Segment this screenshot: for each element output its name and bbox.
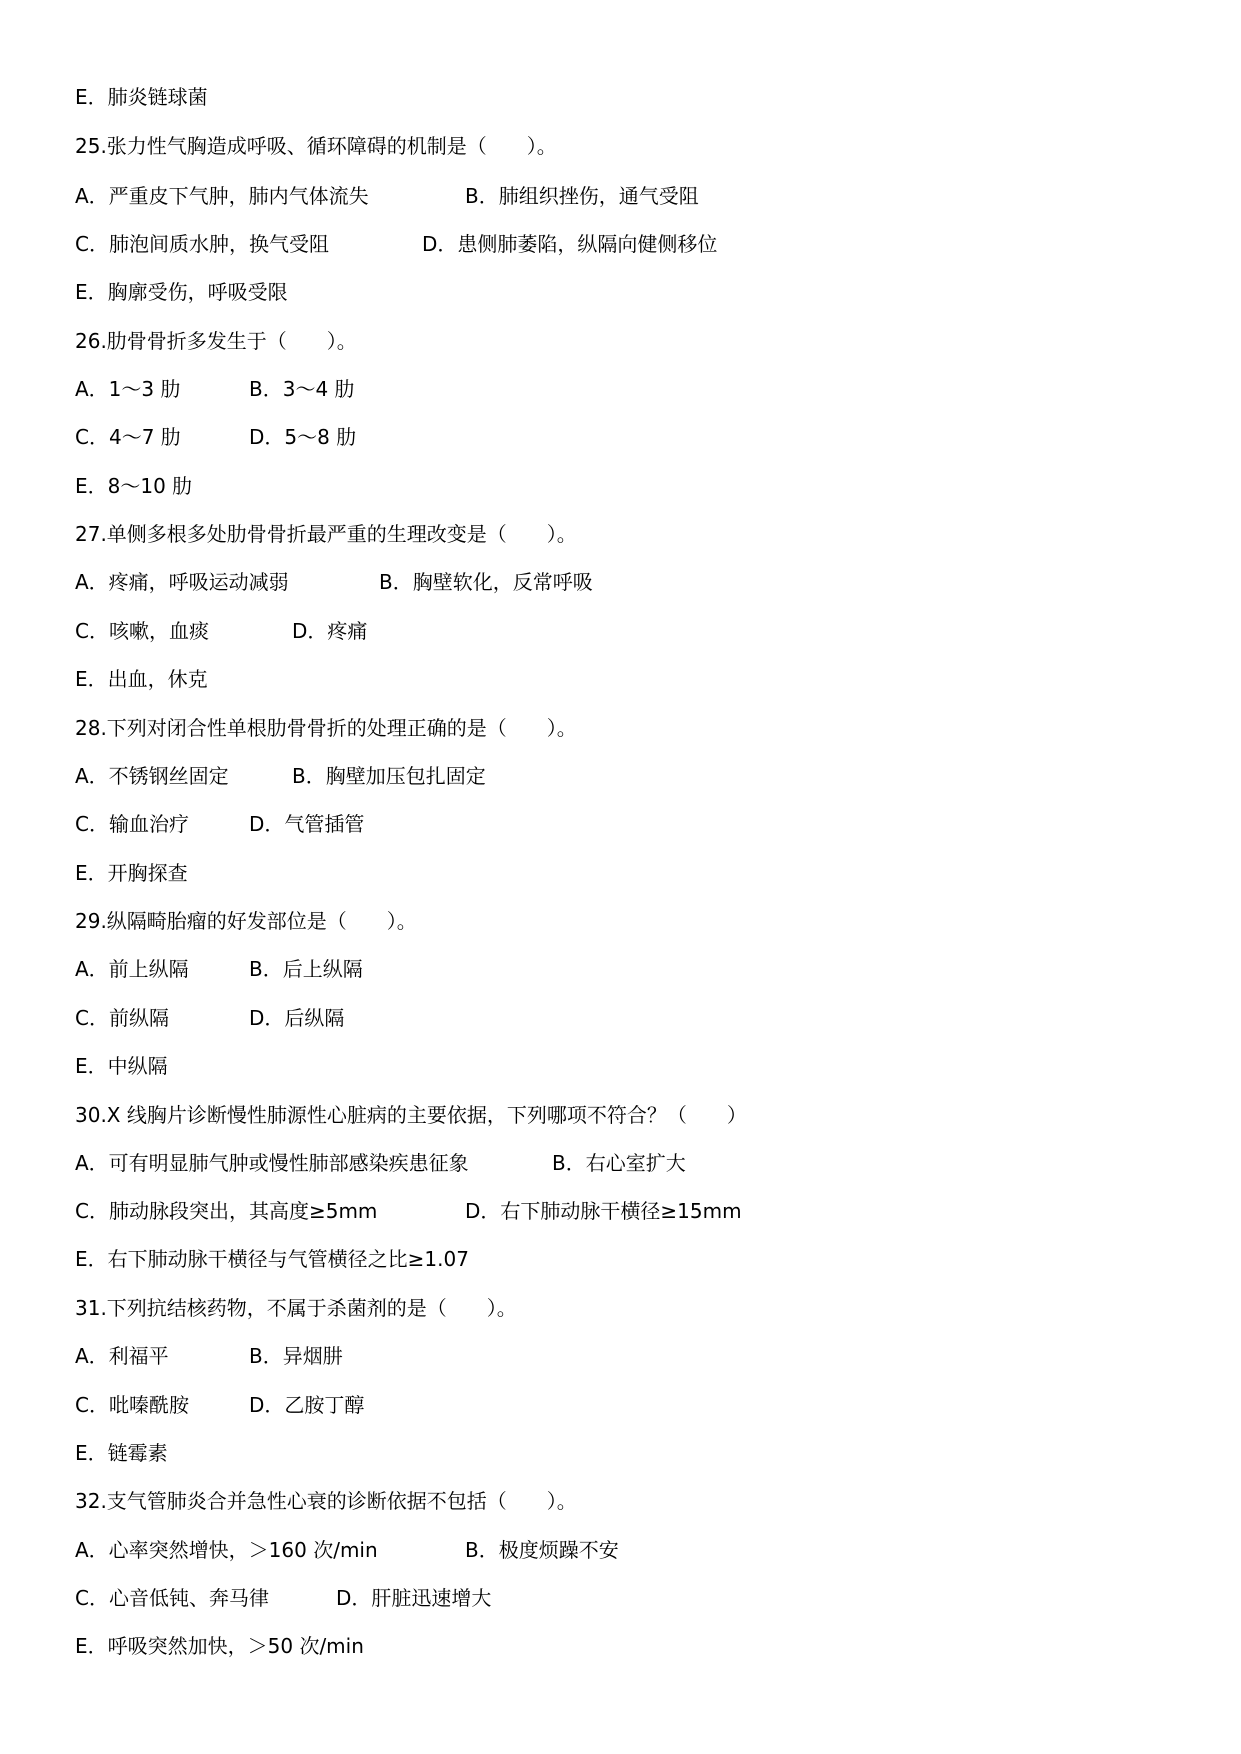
text-line [0,567,1241,597]
text-line [0,1148,1241,1178]
line-text: A．前上纵隔 [75,957,189,981]
text-line [0,1390,1241,1420]
text-line [0,277,1241,307]
line-text: C．肺动脉段突出，其高度≥5mm [75,1199,378,1223]
text-line [0,1631,1241,1661]
text-line [0,1293,1241,1323]
line-text: E．呼吸突然加快，＞50 次/min [75,1634,364,1658]
text-line [0,82,1241,112]
text-line [0,181,1241,211]
text-line [0,616,1241,646]
line-text: E．胸廓受伤，呼吸受限 [75,280,288,304]
text-line [0,858,1241,888]
line-text: C．前纵隔 [75,1006,169,1030]
line-text: C．心音低钝、奔马律 [75,1586,269,1610]
line-text: E．右下肺动脉干横径与气管横径之比≥1.07 [75,1247,469,1271]
line-text: A．不锈钢丝固定 [75,764,229,788]
line-text: A．疼痛，呼吸运动减弱 [75,570,289,594]
text-line [0,1051,1241,1081]
option-text: B．肺组织挫伤，通气受阻 [465,184,699,208]
line-text: E．中纵隔 [75,1054,168,1078]
text-line [0,1438,1241,1468]
option-text: B．胸壁软化，反常呼吸 [379,570,593,594]
text-line [0,1100,1241,1130]
text-line [0,954,1241,984]
text-line [0,471,1241,501]
text-line [0,906,1241,936]
option-text: D．肝脏迅速增大 [336,1586,492,1610]
option-text: D．乙胺丁醇 [249,1393,365,1417]
text-line [0,374,1241,404]
text-line [0,1341,1241,1371]
line-text: A．1～3 肋 [75,377,181,401]
text-line [0,1535,1241,1565]
line-text: A．利福平 [75,1344,169,1368]
line-text: E．肺炎链球菌 [75,85,208,109]
line-text: 25.张力性气胸造成呼吸、循环障碍的机制是（ ）。 [75,134,557,158]
line-text: C．输血治疗 [75,812,189,836]
text-line [0,664,1241,694]
line-text: A．严重皮下气肿，肺内气体流失 [75,184,369,208]
text-line [0,229,1241,259]
line-text: 29.纵隔畸胎瘤的好发部位是（ ）。 [75,909,417,933]
text-line [0,1583,1241,1613]
text-line [0,519,1241,549]
option-text: B．胸壁加压包扎固定 [292,764,486,788]
line-text: A．心率突然增快，＞160 次/min [75,1538,378,1562]
option-text: B．右心室扩大 [552,1151,686,1175]
line-text: C．咳嗽，血痰 [75,619,209,643]
option-text: D．疼痛 [292,619,368,643]
line-text: C．吡嗪酰胺 [75,1393,189,1417]
text-line [0,326,1241,356]
option-text: B．极度烦躁不安 [465,1538,619,1562]
text-line [0,1486,1241,1516]
text-line [0,713,1241,743]
line-text: E．出血，休克 [75,667,208,691]
option-text: D．后纵隔 [249,1006,345,1030]
line-text: 31.下列抗结核药物，不属于杀菌剂的是（ ）。 [75,1296,517,1320]
option-text: B．异烟肼 [249,1344,343,1368]
line-text: C．肺泡间质水肿，换气受阻 [75,232,329,256]
line-text: 28.下列对闭合性单根肋骨骨折的处理正确的是（ ）。 [75,716,577,740]
text-line [0,1003,1241,1033]
line-text: E．8～10 肋 [75,474,193,498]
text-line [0,809,1241,839]
line-text: 30.X 线胸片诊断慢性肺源性心脏病的主要依据，下列哪项不符合？（ ） [75,1103,747,1127]
line-text: E．链霉素 [75,1441,168,1465]
text-line [0,1196,1241,1226]
line-text: C．4～7 肋 [75,425,181,449]
option-text: B．3～4 肋 [249,377,355,401]
option-text: D．患侧肺萎陷，纵隔向健侧移位 [422,232,718,256]
line-text: 32.支气管肺炎合并急性心衰的诊断依据不包括（ ）。 [75,1489,577,1513]
line-text: A．可有明显肺气肿或慢性肺部感染疾患征象 [75,1151,469,1175]
option-text: D．气管插管 [249,812,365,836]
option-text: D．5～8 肋 [249,425,357,449]
line-text: 27.单侧多根多处肋骨骨折最严重的生理改变是（ ）。 [75,522,577,546]
text-line [0,1244,1241,1274]
text-line [0,422,1241,452]
line-text: E．开胸探查 [75,861,188,885]
option-text: B．后上纵隔 [249,957,363,981]
text-line [0,131,1241,161]
text-line [0,761,1241,791]
line-text: 26.肋骨骨折多发生于（ ）。 [75,329,357,353]
option-text: D．右下肺动脉干横径≥15mm [465,1199,742,1223]
